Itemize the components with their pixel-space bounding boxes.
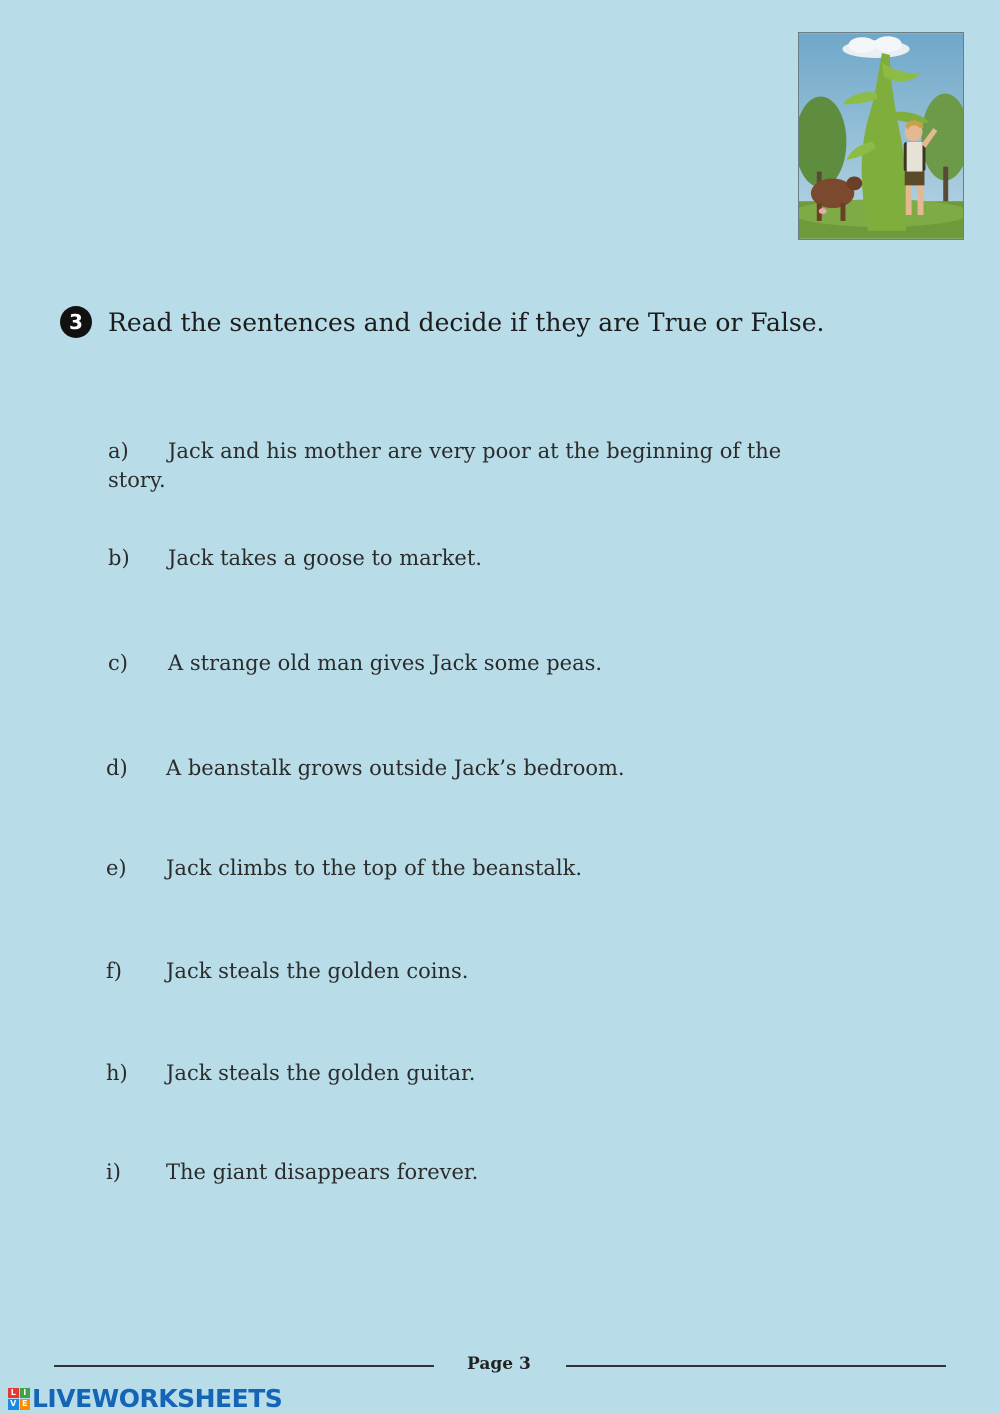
footer-divider-right	[566, 1365, 946, 1367]
statement-f	[106, 957, 468, 986]
statement-c	[108, 649, 602, 678]
liveworksheets-logo-icon: L I V E	[8, 1388, 30, 1410]
brand-name: LIVEWORKSHEETS	[32, 1384, 283, 1413]
statement-text: Jack takes a goose to market.	[168, 546, 482, 570]
liveworksheets-brand[interactable]	[8, 1384, 282, 1413]
statement-text: Jack and his mother are very poor at the beginning of the	[168, 439, 782, 463]
statement-text: The giant disappears forever.	[166, 1160, 479, 1184]
statement-e	[106, 854, 582, 883]
statement-letter: c)	[108, 651, 128, 675]
statement-text: Jack climbs to the top of the beanstalk.	[166, 856, 583, 880]
statement-text: A beanstalk grows outside Jack’s bedroom.	[166, 756, 625, 780]
statement-text: A strange old man gives Jack some peas.	[168, 651, 603, 675]
statement-letter: i)	[106, 1160, 121, 1184]
footer-divider-left	[54, 1365, 434, 1367]
statement-text: Jack steals the golden guitar.	[166, 1061, 476, 1085]
statement-letter: b)	[108, 546, 130, 570]
statement-h	[106, 1059, 475, 1088]
statement-letter: d)	[106, 756, 128, 780]
statement-letter: e)	[106, 856, 127, 880]
statement-letter: h)	[106, 1061, 128, 1085]
exercise-instruction: Read the sentences and decide if they are True or False.	[108, 307, 825, 337]
statement-d	[106, 754, 625, 783]
statement-b	[108, 544, 482, 573]
page-number: Page 3	[467, 1354, 531, 1374]
statement-text-continuation: story.	[108, 468, 166, 492]
statement-letter: f)	[106, 959, 122, 983]
statement-a	[108, 437, 781, 495]
statement-text: Jack steals the golden coins.	[166, 959, 469, 983]
exercise-number-badge: 3	[60, 306, 92, 338]
statement-letter: a)	[108, 439, 129, 463]
statement-i	[106, 1158, 478, 1187]
beanstalk-illustration	[798, 32, 964, 240]
exercise-heading	[60, 306, 824, 338]
